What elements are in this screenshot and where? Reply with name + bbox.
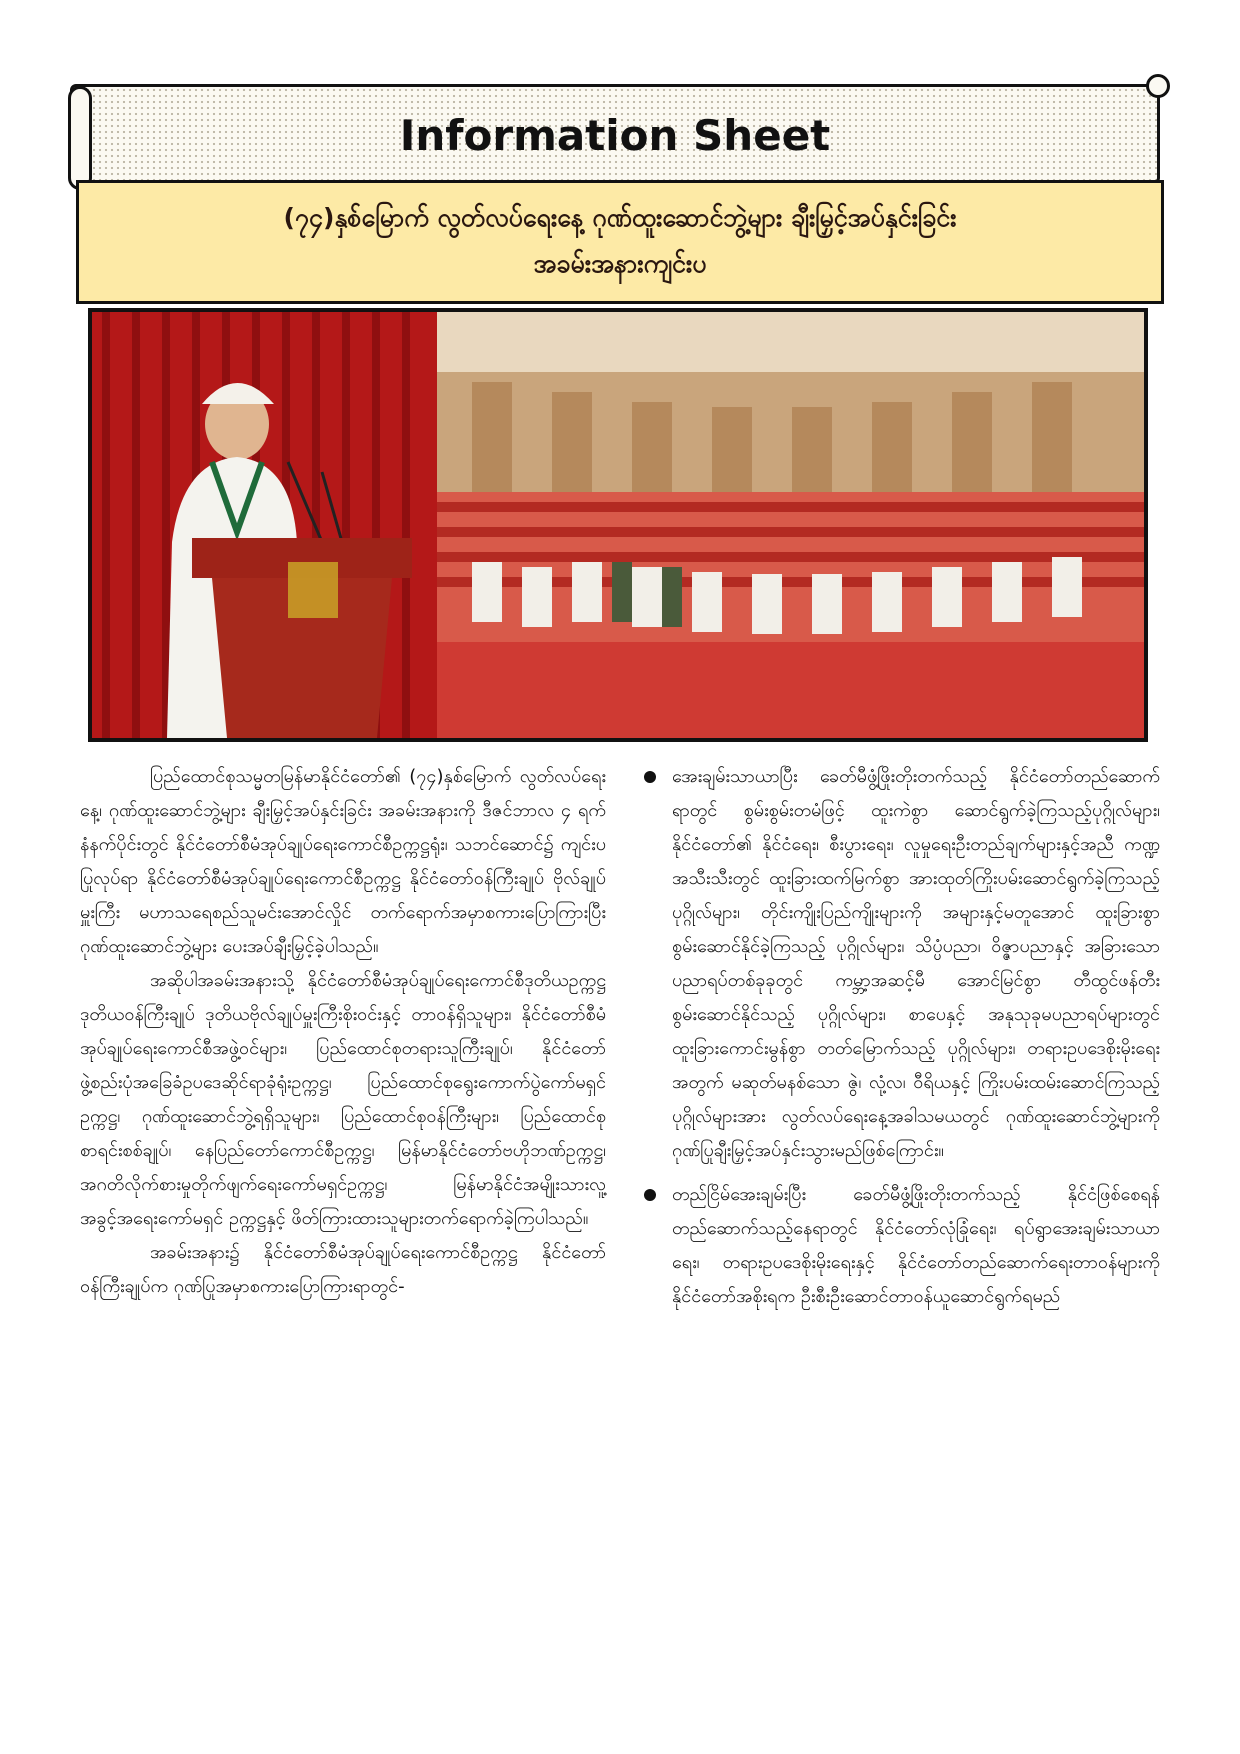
- headline-box: [76, 180, 1164, 304]
- bullet-icon: [644, 771, 656, 783]
- paragraph-3: အခမ်းအနား၌ နိုင်ငံတော်စီမံအုပ်ချုပ်ရေးကောင်စီဥက္ကဋ္ဌ နိုင်ငံတော်ဝန်ကြီးချုပ်က ဂုဏ်ပြုအမှာစကားပြောကြားရာတွင်-: [80, 1242, 606, 1297]
- headline-line-2: အခမ်းအနားကျင်းပ: [533, 249, 707, 278]
- paragraph-1: ပြည်ထောင်စုသမ္မတမြန်မာနိုင်ငံတော်၏ (၇၄)နှစ်မြောက် လွတ်လပ်ရေးနေ့၊ ဂုဏ်ထူးဆောင်ဘွဲ့များ ချီးမြှင့်အပ်နှင်းခြင်း အခမ်းအနားကို ဒီဇင်ဘာလ ၄ ရက် နံနက်ပိုင်းတွင် နိုင်ငံတော်စီမံအုပ်ချုပ်ရေးကောင်စီဥက္ကဋ္ဌရုံး၊ သဘင်ဆောင်၌ ကျင်းပပြုလုပ်ရာ နိုင်ငံတော်စီမံအုပ်ချုပ်ရေးကောင်စီဥက္ကဋ္ဌ နိုင်ငံတော်ဝန်ကြီးချုပ် ဗိုလ်ချုပ်မှူးကြီး မဟာသရေစည်သူမင်းအောင်လှိုင် တက်ရောက်အမှာစကားပြောကြားပြီး ဂုဏ်ထူးဆောင်ဘွဲ့များ ပေးအပ်ချီးမြှင့်ခဲ့ပါသည်။: [80, 766, 606, 957]
- page-title: Information Sheet: [399, 111, 831, 160]
- ceremony-photo-icon: [92, 312, 1144, 738]
- bullet-item-2: [644, 1178, 1160, 1314]
- bullet-item-1: [644, 760, 1160, 1168]
- right-column: [644, 760, 1160, 1324]
- bullet-text-1: အေးချမ်းသာယာပြီး ခေတ်မီဖွံ့ဖြိုးတိုးတက်သည့် နိုင်ငံတော်တည်ဆောက်ရာတွင် စွမ်းစွမ်းတမံဖြင့် ထူးကဲစွာ ဆောင်ရွက်ခဲ့ကြသည့်ပုဂ္ဂိုလ်များ၊ နိုင်ငံတော်၏ နိုင်ငံရေး၊ စီးပွားရေး၊ လူမှုရေးဦးတည်ချက်များနှင့်အညီ ကဏ္ဍအသီးသီးတွင် ထူးခြားထက်မြက်စွာ အားထုတ်ကြိုးပမ်းဆောင်ရွက်ခဲ့ကြသည့် ပုဂ္ဂိုလ်များ၊ တိုင်းကျိုးပြည်ကျိုးများကို အများနှင့်မတူအောင် ထူးခြားစွာစွမ်းဆောင်နိုင်ခဲ့ကြသည့် ပုဂ္ဂိုလ်များ၊ သိပ္ပံပညာ၊ ဝိဇ္ဇာပညာနှင့် အခြားသောပညာရပ်တစ်ခုခုတွင် ကမ္ဘာ့အဆင့်မီ အောင်မြင်စွာ တီထွင်ဖန်တီးစွမ်းဆောင်နိုင်သည့် ပုဂ္ဂိုလ်များ၊ စာပေနှင့် အနုသုခုမပညာရပ်များတွင် ထူးခြားကောင်းမွန်စွာ တတ်မြောက်သည့် ပုဂ္ဂိုလ်များ၊ တရားဥပဒေစိုးမိုးရေးအတွက် မဆုတ်မနစ်သော ဇွဲ၊ လုံ့လ၊ ဝီရိယနှင့် ကြိုးပမ်းထမ်းဆောင်ကြသည့် ပုဂ္ဂိုလ်များအား လွတ်လပ်ရေးနေ့အခါသမယတွင် ဂုဏ်ထူးဆောင်ဘွဲ့များကို ဂုဏ်ပြုချီးမြှင့်အပ်နှင်းသွားမည်ဖြစ်ကြောင်း။: [672, 766, 1160, 1161]
- scroll-curl-right-icon: [1146, 74, 1170, 98]
- bullet-icon: [644, 1189, 656, 1201]
- headline-line-1: (၇၄)နှစ်မြောက် လွတ်လပ်ရေးနေ့ ဂုဏ်ထူးဆောင်ဘွဲ့များ ချီးမြှင့်အပ်နှင်းခြင်း: [283, 203, 957, 232]
- title-banner: [70, 84, 1160, 184]
- ceremony-photo: [88, 308, 1148, 742]
- left-column: [80, 760, 606, 1304]
- paragraph-2: အဆိုပါအခမ်းအနားသို့ နိုင်ငံတော်စီမံအုပ်ချုပ်ရေးကောင်စီဒုတိယဥက္ကဋ္ဌ ဒုတိယဝန်ကြီးချုပ် ဒုတိယဗိုလ်ချုပ်မှူးကြီးစိုးဝင်းနှင့် တာဝန်ရှိသူများ၊ နိုင်ငံတော်စီမံအုပ်ချုပ်ရေးကောင်စီအဖွဲ့ဝင်များ၊ ပြည်ထောင်စုတရားသူကြီးချုပ်၊ နိုင်ငံတော်ဖွဲ့စည်းပုံအခြေခံဥပဒေဆိုင်ရာခုံရုံးဥက္ကဋ္ဌ၊ ပြည်ထောင်စုရွေးကောက်ပွဲကော်မရှင်ဥက္ကဋ္ဌ၊ ဂုဏ်ထူးဆောင်ဘွဲ့ရရှိသူများ၊ ပြည်ထောင်စုဝန်ကြီးများ၊ ပြည်ထောင်စုစာရင်းစစ်ချုပ်၊ နေပြည်တော်ကောင်စီဥက္ကဋ္ဌ၊ မြန်မာနိုင်ငံတော်ဗဟိုဘဏ်ဥက္ကဋ္ဌ၊ အဂတိလိုက်စားမှုတိုက်ဖျက်ရေးကော်မရှင်ဥက္ကဋ္ဌ၊ မြန်မာနိုင်ငံအမျိုးသားလူ့အခွင့်အရေးကော်မရှင် ဥက္ကဋ္ဌနှင့် ဖိတ်ကြားထားသူများတက်ရောက်ခဲ့ကြပါသည်။: [80, 970, 606, 1229]
- scroll-curl-left-icon: [68, 86, 92, 190]
- bullet-text-2: တည်ငြိမ်အေးချမ်းပြီး ခေတ်မီဖွံ့ဖြိုးတိုးတက်သည့် နိုင်ငံဖြစ်စေရန် တည်ဆောက်သည့်နေရာတွင် နိုင်ငံတော်လုံခြုံရေး၊ ရပ်ရွာအေးချမ်းသာယာရေး၊ တရားဥပဒေစိုးမိုးရေးနှင့် နိုင်ငံတော်တည်ဆောက်ရေးတာဝန်များကို နိုင်ငံတော်အစိုးရက ဦးစီးဦးဆောင်တာဝန်ယူဆောင်ရွက်ရမည်: [672, 1184, 1160, 1307]
